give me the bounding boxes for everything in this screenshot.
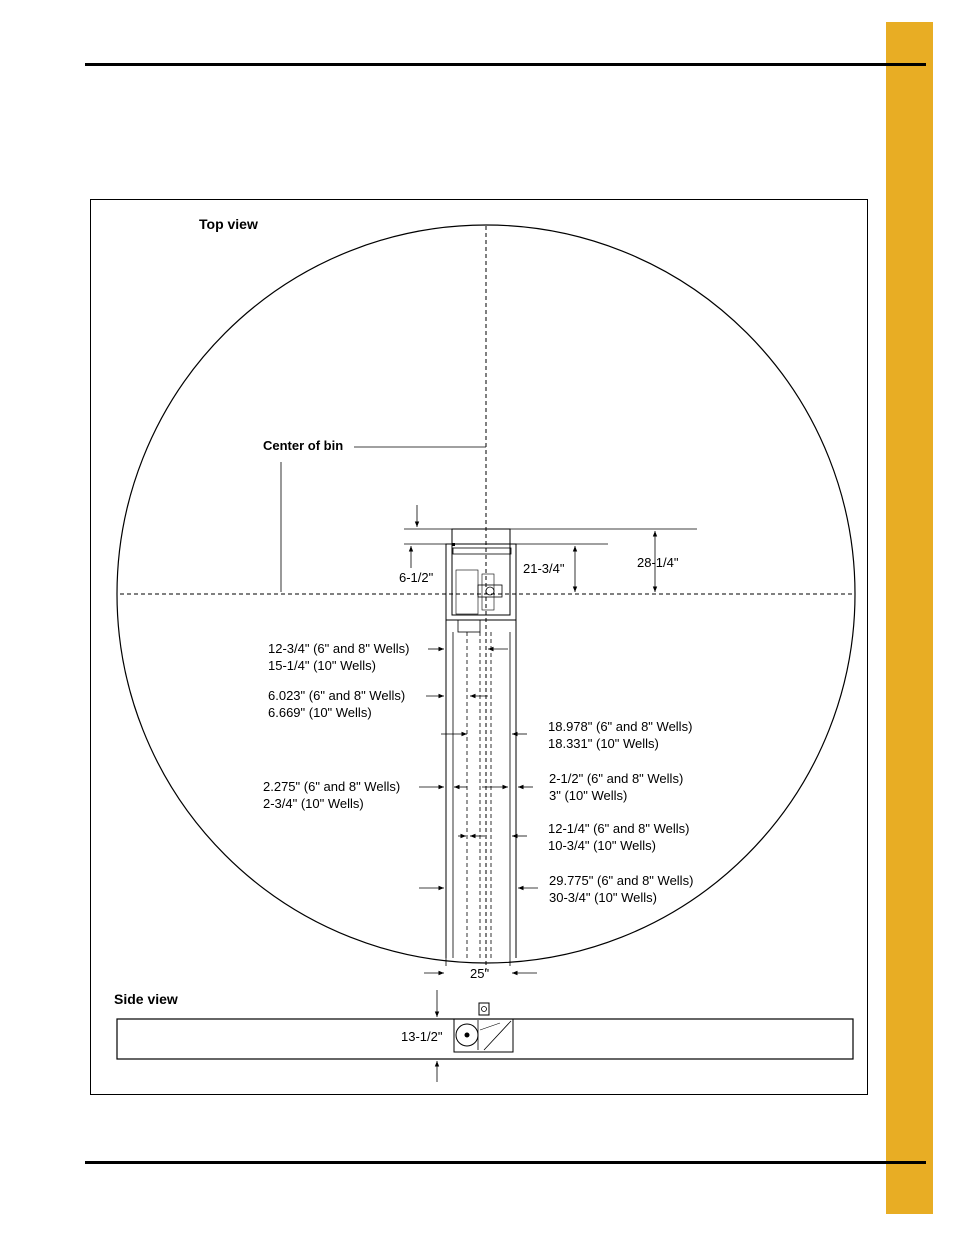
dim-21-3-4 bbox=[523, 546, 575, 592]
dim-13-1-2-text: 13-1/2" bbox=[401, 1029, 443, 1044]
svg-text:12-1/4" (6" and 8" Wells): 12-1/4" (6" and 8" Wells) bbox=[548, 821, 690, 836]
callout-12-1-4 bbox=[458, 821, 690, 853]
svg-text:2.275" (6" and 8" Wells): 2.275" (6" and 8" Wells) bbox=[263, 779, 401, 794]
dim-6-1-2 bbox=[399, 505, 608, 585]
svg-text:12-3/4" (6" and 8" Wells): 12-3/4" (6" and 8" Wells) bbox=[268, 641, 410, 656]
svg-text:3" (10" Wells): 3" (10" Wells) bbox=[549, 788, 628, 803]
svg-text:2-1/2" (6" and 8" Wells): 2-1/2" (6" and 8" Wells) bbox=[549, 771, 684, 786]
callout-2-275 bbox=[263, 779, 467, 811]
svg-text:10-3/4" (10" Wells): 10-3/4" (10" Wells) bbox=[548, 838, 656, 853]
side-view-floor bbox=[117, 1019, 853, 1059]
svg-text:2-3/4" (10" Wells): 2-3/4" (10" Wells) bbox=[263, 796, 364, 811]
dim-28-1-4-text: 28-1/4" bbox=[637, 555, 679, 570]
dim-21-3-4-text: 21-3/4" bbox=[523, 561, 565, 576]
side-view-label: Side view bbox=[114, 991, 178, 1007]
svg-text:29.775" (6" and 8" Wells): 29.775" (6" and 8" Wells) bbox=[549, 873, 694, 888]
svg-text:30-3/4" (10" Wells): 30-3/4" (10" Wells) bbox=[549, 890, 657, 905]
svg-text:6.023" (6" and 8" Wells): 6.023" (6" and 8" Wells) bbox=[268, 688, 406, 703]
callout-6-023 bbox=[268, 688, 488, 720]
sweep-housing bbox=[446, 529, 516, 632]
callout-2-1-2 bbox=[482, 771, 683, 803]
svg-text:18.978" (6" and 8" Wells): 18.978" (6" and 8" Wells) bbox=[548, 719, 693, 734]
dim-25-text: 25" bbox=[470, 966, 490, 981]
center-of-bin-label: Center of bin bbox=[263, 438, 344, 453]
callout-29-775 bbox=[419, 873, 693, 905]
svg-text:6.669" (10" Wells): 6.669" (10" Wells) bbox=[268, 705, 372, 720]
dim-13-1-2 bbox=[401, 990, 443, 1082]
dim-25 bbox=[424, 966, 537, 981]
dim-6-1-2-text: 6-1/2" bbox=[399, 570, 434, 585]
svg-text:18.331" (10" Wells): 18.331" (10" Wells) bbox=[548, 736, 659, 751]
callout-12-3-4 bbox=[268, 641, 508, 673]
top-view-label: Top view bbox=[199, 216, 258, 232]
svg-text:15-1/4" (10" Wells): 15-1/4" (10" Wells) bbox=[268, 658, 376, 673]
side-view-sweep bbox=[454, 1003, 513, 1052]
sweep-arm bbox=[446, 620, 516, 966]
callout-18-978 bbox=[441, 719, 692, 751]
